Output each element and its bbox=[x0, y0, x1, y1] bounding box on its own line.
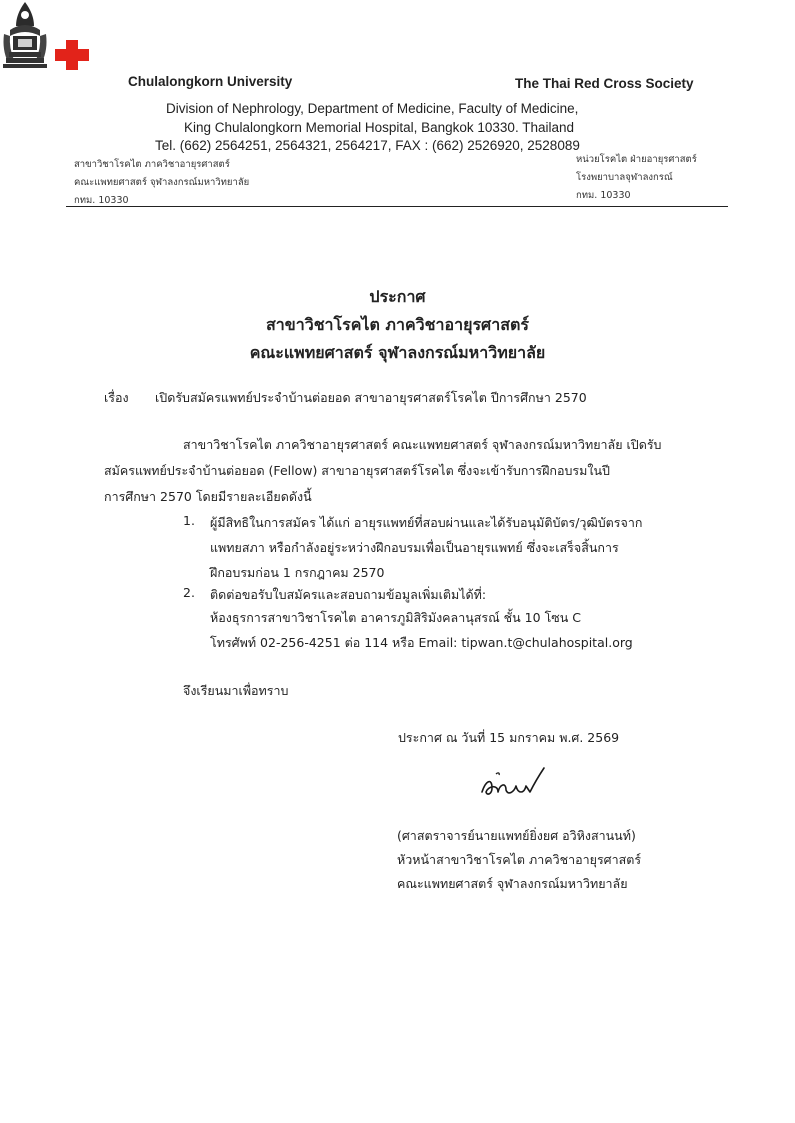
right-thai-line-3: กทม. 10330 bbox=[576, 190, 631, 201]
handwritten-signature bbox=[478, 766, 548, 802]
subject-text: เปิดรับสมัครแพทย์ประจำบ้านต่อยอด สาขาอายุรศาสตร์โรคไต ปีการศึกษา 2570 bbox=[155, 390, 587, 405]
red-cross-society-name: The Thai Red Cross Society bbox=[515, 76, 694, 91]
signatory-position-2: คณะแพทยศาสตร์ จุฬาลงกรณ์มหาวิทยาลัย bbox=[397, 876, 628, 891]
list-item-2-line-1: ติดต่อขอรับใบสมัครและสอบถามข้อมูลเพิ่มเติมได้ที่: bbox=[210, 587, 487, 602]
university-name: Chulalongkorn University bbox=[128, 74, 293, 89]
body-paragraph-line-1: สาขาวิชาโรคไต ภาควิชาอายุรศาสตร์ คณะแพทยศาสตร์ จุฬาลงกรณ์มหาวิทยาลัย เปิดรับ bbox=[183, 437, 662, 452]
address-line-3: Tel. (662) 2564251, 2564321, 2564217, FAX : (662) 2526920, 2528089 bbox=[155, 138, 580, 153]
announcement-date: ประกาศ ณ วันที่ 15 มกราคม พ.ศ. 2569 bbox=[398, 730, 620, 745]
address-line-1: Division of Nephrology, Department of Medicine, Faculty of Medicine, bbox=[166, 101, 579, 116]
list-item-1-line-3: ฝึกอบรมก่อน 1 กรกฎาคม 2570 bbox=[210, 565, 385, 580]
announcement-faculty: คณะแพทยศาสตร์ จุฬาลงกรณ์มหาวิทยาลัย bbox=[249, 343, 546, 362]
list-item-2-number: 2. bbox=[183, 585, 195, 600]
left-thai-line-1: สาขาวิชาโรคไต ภาควิชาอายุรศาสตร์ bbox=[74, 159, 230, 170]
list-item-1-line-2: แพทยสภา หรือกำลังอยู่ระหว่างฝึกอบรมเพื่อเป็นอายุรแพทย์ ซึ่งจะเสร็จสิ้นการ bbox=[210, 540, 619, 555]
list-item-2-line-3: โทรศัพท์ 02-256-4251 ต่อ 114 หรือ Email: tipwan.t@chulahospital.org bbox=[210, 635, 633, 650]
red-cross-logo bbox=[55, 40, 89, 70]
body-paragraph-line-2: สมัครแพทย์ประจำบ้านต่อยอด (Fellow) สาขาอายุรศาสตร์โรคไต ซึ่งจะเข้ารับการฝึกอบรมในปี bbox=[104, 463, 610, 478]
signatory-name: (ศาสตราจารย์นายแพทย์ยิ่งยศ อวิหิงสานนท์) bbox=[397, 828, 636, 843]
left-thai-line-2: คณะแพทยศาสตร์ จุฬาลงกรณ์มหาวิทยาลัย bbox=[74, 177, 250, 188]
list-item-1-number: 1. bbox=[183, 513, 195, 528]
closing-text: จึงเรียนมาเพื่อทราบ bbox=[183, 683, 289, 698]
left-thai-line-3: กทม. 10330 bbox=[74, 195, 129, 206]
address-line-2: King Chulalongkorn Memorial Hospital, Bangkok 10330. Thailand bbox=[184, 120, 574, 135]
subject-label: เรื่อง bbox=[104, 390, 129, 405]
announcement-division: สาขาวิชาโรคไต ภาควิชาอายุรศาสตร์ bbox=[266, 315, 529, 334]
list-item-1-line-1: ผู้มีสิทธิในการสมัคร ได้แก่ อายุรแพทย์ที่สอบผ่านและได้รับอนุมัติบัตร/วุฒิบัตรจาก bbox=[210, 515, 643, 530]
letterhead-divider bbox=[66, 206, 728, 207]
body-paragraph-line-3: การศึกษา 2570 โดยมีรายละเอียดดังนี้ bbox=[104, 489, 312, 504]
signatory-position-1: หัวหน้าสาขาวิชาโรคไต ภาควิชาอายุรศาสตร์ bbox=[397, 852, 642, 867]
list-item-2-line-2: ห้องธุรการสาขาวิชาโรคไต อาคารภูมิสิริมังคลานุสรณ์ ชั้น 10 โซน C bbox=[210, 610, 582, 625]
chulalongkorn-emblem-logo bbox=[0, 0, 50, 70]
announcement-title: ประกาศ bbox=[369, 287, 426, 306]
right-thai-line-2: โรงพยาบาลจุฬาลงกรณ์ bbox=[576, 172, 673, 183]
right-thai-line-1: หน่วยโรคไต ฝ่ายอายุรศาสตร์ bbox=[576, 154, 697, 165]
